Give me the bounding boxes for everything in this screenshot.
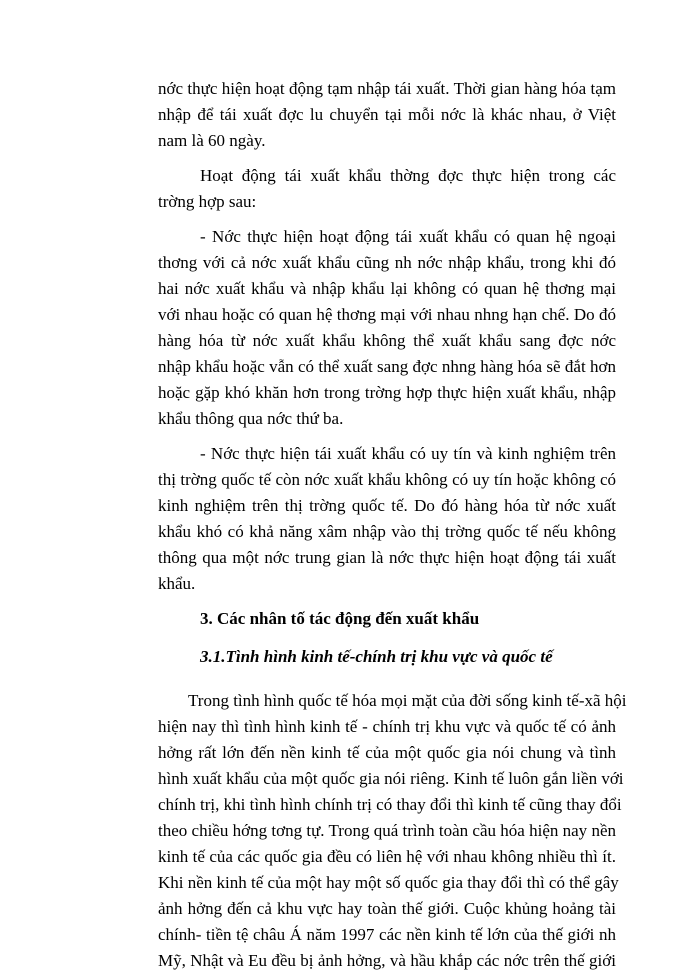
text-line: - Nớc thực hiện tái xuất khẩu có uy tín và kinh nghiệm trên	[200, 444, 616, 463]
section-heading: 3. Các nhân tố tác động đến xuất khẩu	[200, 609, 480, 628]
text-line: Hoạt động tái xuất khẩu thờng đợc thực hiện trong các	[200, 166, 616, 185]
text-line: theo chiều hớng tơng tự. Trong quá trình toàn cầu hóa hiện nay nền	[158, 821, 616, 840]
text-line: nớc thực hiện hoạt động tạm nhập tái xuất. Thời gian hàng hóa tạm	[158, 79, 616, 98]
text-line: chính trị, khi tình hình chính trị có thay đổi thì kinh tế cũng thay đổi	[158, 795, 622, 814]
text-line: nam là 60 ngày.	[158, 131, 266, 150]
text-line: chính- tiền tệ châu Á năm 1997 các nền kinh tế lớn của thế giới nh	[158, 925, 616, 944]
text-line: khẩu khó có khả năng xâm nhập vào thị trờng quốc tế nếu không	[158, 522, 616, 541]
text-line: kinh tế của các quốc gia đều có liên hệ với nhau không nhiều thì ít.	[158, 847, 616, 866]
text-line: với nhau hoặc có quan hệ thơng mại với nhau nhng hạn chế. Do đó	[158, 305, 616, 324]
text-line: hởng rất lớn đến nền kinh tế của một quốc gia nói chung và tình	[158, 743, 616, 762]
text-line: trờng hợp sau:	[158, 192, 257, 211]
text-line: Khi nền kinh tế của một hay một số quốc gia thay đổi thì có thể gây	[158, 873, 619, 892]
text-line: thị trờng quốc tế còn nớc xuất khẩu không có uy tín hoặc không có	[158, 470, 616, 489]
text-line: nhập để tái xuất đợc lu chuyển tại mỗi nớc là khác nhau, ở Việt	[158, 105, 616, 124]
text-line: nhập khẩu hoặc vẫn có thể xuất sang đợc nhng hàng hóa sẽ đắt hơn	[158, 357, 616, 376]
text-line: thơng với cả nớc xuất khẩu cũng nh nớc nhập khẩu, trong khi đó	[158, 253, 616, 272]
text-line: hoặc gặp khó khăn hơn trong trờng hợp thực hiện xuất khẩu, nhập	[158, 383, 616, 402]
text-line: Trong tình hình quốc tế hóa mọi mặt của đời sống kinh tế-xã hội	[188, 691, 627, 710]
text-line: thông qua một nớc trung gian là nớc thực hiện hoạt động tái xuất	[158, 548, 616, 567]
text-line: hai nớc xuất khẩu và nhập khẩu lại không có quan hệ thơng mại	[158, 279, 616, 298]
text-line: kinh nghiệm trên thị trờng quốc tế. Do đó hàng hóa từ nớc xuất	[158, 496, 616, 515]
subsection-heading: 3.1.Tình hình kinh tế-chính trị khu vực và quốc tế	[200, 647, 553, 666]
text-line: khẩu.	[158, 574, 196, 593]
text-line: ảnh hởng đến cả khu vực hay toàn thế giới. Cuộc khủng hoảng tài	[158, 899, 616, 918]
text-line: - Nớc thực hiện hoạt động tái xuất khẩu có quan hệ ngoại	[200, 227, 616, 246]
text-line: hàng hóa từ nớc xuất khẩu không thể xuất khẩu sang đợc nớc	[158, 331, 616, 350]
text-line: hiện nay thì tình hình kinh tế - chính trị khu vực và quốc tế có ảnh	[158, 717, 616, 736]
text-line: khẩu thông qua nớc thứ ba.	[158, 409, 344, 428]
text-line: hình xuất khẩu của một quốc gia nói riêng. Kinh tế luôn gắn liền với	[158, 769, 624, 788]
text-line: Mỹ, Nhật và Eu đều bị ảnh hởng, và hầu khắp các nớc trên thế giới	[158, 951, 616, 970]
